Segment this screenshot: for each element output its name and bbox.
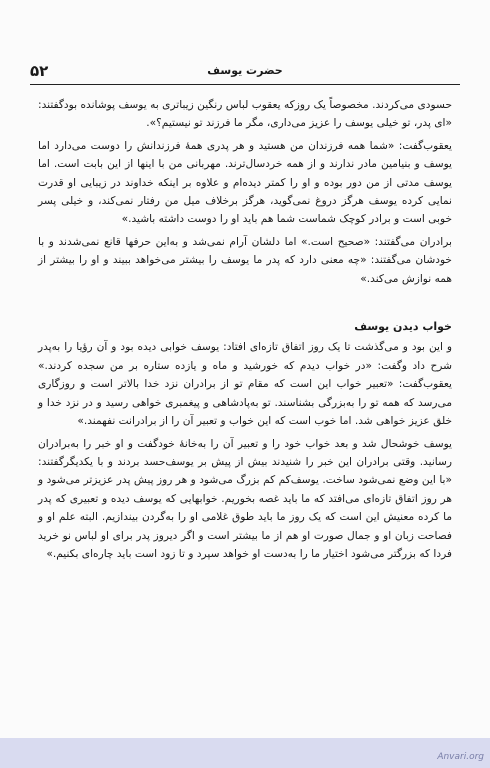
- paragraph: برادران می‌گفتند: «صحیح است.» اما دلشان آرام نمی‌شد و به‌این حرفها قانع نمی‌شدند و با خودشان می‌گفتند: «چه معنی دارد که پدر ما یوسف را بیشتر می‌خواهد ببیند و او را بیشتر از همه نوازش می‌کند.»: [38, 235, 452, 285]
- paragraph: حسودی می‌کردند. مخصوصاً یک روزکه یعقوب لباس رنگین زیباتری به یوسف پوشانده بودگفتند: «ای پدر، تو خیلی یوسف را عزیز می‌داری، مگر ما فرزند تو نیستیم؟».: [38, 99, 452, 130]
- paragraph: یعقوب‌گفت: «شما همه فرزندان من هستید و هر پدری همهٔ فرزندانش را دوست می‌دارد اما یوسف و بنیامین مادر ندارند و از همه خردسال‌ترند. مهربانی من با اینها از این بابت است. اما یوسف مدتی از من دور بوده و او را کمتر دیده‌ام و علاوه بر اینکه خداوند در زیبایی او قدرت نمایی کرده یوسف هرگز دروغ نمی‌گوید، هرگز برخلاف میل من رفتار نمی‌کند، و خیلی پسر خوبی است و برادر کوچک شماست شما هم باید او را دوست داشته باشید.»: [38, 139, 452, 226]
- paragraph: و این بود و می‌گذشت تا یک روز اتفاق تازه‌ای افتاد: یوسف خوابی دیده بود و آن رؤیا را به‌پدر شرح داد وگفت: «در خواب دیدم که خورشید و ماه و یازده ستاره بر من سجده کردند.» یعقوب‌گفت: «تعبیر خواب این است که مقام تو از برادران نزد خدا بالاتر است و روزگاری می‌رسد که همه تو را به‌بزرگی بشناسند. تو به‌پادشاهی و پیغمبری خواهی رسید و در نزد خدا و خلق عزیز خواهی شد. اما خوب است که این خواب و تعبیر آن را از برادرانت نفهمند.»: [38, 341, 452, 428]
- header-rule: [30, 84, 460, 85]
- paragraph: یوسف خوشحال شد و بعد خواب خود را و تعبیر آن را به‌خانهٔ خودگفت و او خبر را به‌برادران رسانید. وقتی برادران این خبر را شنیدند بیش از پیش بر یوسف‌حسد بردند و با یکدیگرگفتند: «با این وضع نمی‌شود ساخت. یوسف‌کم کم بزرگ می‌شود و هر روز پیش پدر عزیزتر می‌شود و هر روز اتفاق تازه‌ای می‌افتد که ما باید غصه بخوریم. خوابهایی که یوسف دیده و تعبیری که پدر ما کرده معنیش این است که یک روز ما باید طوق غلامی او را به‌گردن بیندازیم. البته علم او و فصاحت زبان او و جمال صورت او هم از ما بیشتر است و اگر دیروز پدر برای او لباس نو خرید فردا که بزرگتر می‌شود اختیار ما را به‌دست او خواهد سپرد و تا زود است باید چاره‌ای بکنیم.»: [38, 437, 452, 560]
- section-title: خواب دیدن یوسف: [354, 320, 452, 334]
- footer-bar: [0, 738, 490, 768]
- running-title: حضرت یوسف: [207, 64, 283, 77]
- page-header: [30, 62, 460, 84]
- page-content: [38, 96, 452, 567]
- page-number: ۵۲: [30, 62, 49, 80]
- watermark-text: Anvari.org: [437, 752, 484, 762]
